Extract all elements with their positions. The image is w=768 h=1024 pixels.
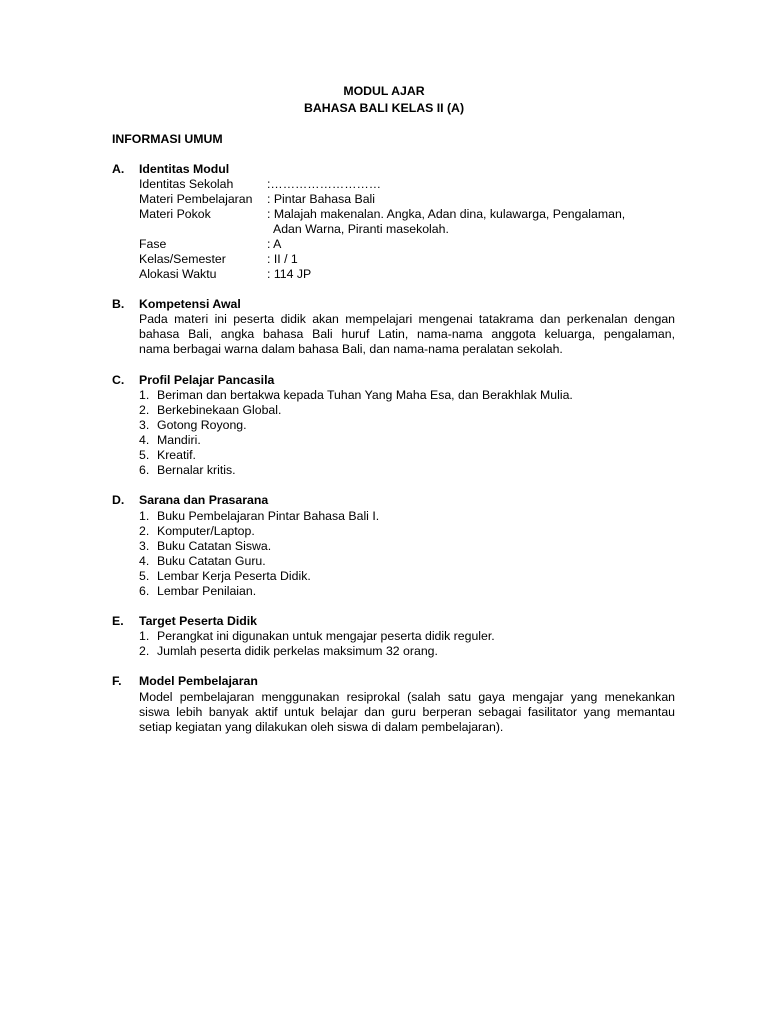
paragraph-line: setiap kegiatan yang dilakukan oleh siswa di dalam pembelajaran). <box>139 720 504 734</box>
list-item: 6. Lembar Penilaian. <box>139 584 257 598</box>
list-item: 5. Kreatif. <box>139 448 196 462</box>
identity-value: : Malajah makenalan. Angka, Adan dina, kulawarga, Pengalaman, <box>267 207 626 221</box>
list-item: 4. Mandiri. <box>139 433 201 447</box>
profil-list <box>139 388 573 478</box>
section-e-letter: E. <box>112 614 124 628</box>
identity-value: : Pintar Bahasa Bali <box>267 192 376 206</box>
section-d-letter: D. <box>112 493 125 507</box>
list-item: 3. Gotong Royong. <box>139 418 247 432</box>
target-list <box>139 629 495 659</box>
list-item: 6. Bernalar kritis. <box>139 463 236 477</box>
identity-key: Materi Pokok <box>139 207 211 221</box>
identity-value: Adan Warna, Piranti masekolah. <box>273 222 449 236</box>
list-item: 2. Komputer/Laptop. <box>139 524 255 538</box>
identity-key: Identitas Sekolah <box>139 177 234 191</box>
section-a-title: Identitas Modul <box>139 162 230 176</box>
paragraph-line: bahasa Bali, angka bahasa Bali huruf Latin, nama-nama anggota keluarga, pengalaman, <box>139 327 675 341</box>
list-item: 2. Berkebinekaan Global. <box>139 403 282 417</box>
document-title: MODUL AJAR <box>343 84 425 98</box>
paragraph-line: nama berbagai warna dalam bahasa Bali, dan nama-nama peralatan sekolah. <box>139 342 563 356</box>
list-item: 1. Beriman dan bertakwa kepada Tuhan Yang Maha Esa, dan Berakhlak Mulia. <box>139 388 573 402</box>
identity-value: : 114 JP <box>267 267 312 281</box>
identity-key: Fase <box>139 237 167 251</box>
identity-key: Alokasi Waktu <box>139 267 217 281</box>
document-subtitle: BAHASA BALI KELAS II (A) <box>303 101 465 115</box>
section-heading: INFORMASI UMUM <box>112 132 223 146</box>
section-b-title: Kompetensi Awal <box>139 297 241 311</box>
identity-value: :……………………… <box>267 177 382 191</box>
section-a-letter: A. <box>112 162 125 176</box>
section-f-title: Model Pembelajaran <box>139 674 258 688</box>
section-d-title: Sarana dan Prasarana <box>139 493 269 507</box>
list-item: 4. Buku Catatan Guru. <box>139 554 266 568</box>
section-b-letter: B. <box>112 297 125 311</box>
section-c-letter: C. <box>112 373 125 387</box>
identity-value: : II / 1 <box>267 252 298 266</box>
list-item: 1. Buku Pembelajaran Pintar Bahasa Bali I. <box>139 509 380 523</box>
section-c-title: Profil Pelajar Pancasila <box>139 373 275 387</box>
list-item: 5. Lembar Kerja Peserta Didik. <box>139 569 311 583</box>
kompetensi-paragraph <box>139 312 675 357</box>
list-item: 1. Perangkat ini digunakan untuk mengajar peserta didik reguler. <box>139 629 495 643</box>
list-item: 2. Jumlah peserta didik perkelas maksimum 32 orang. <box>139 644 438 658</box>
paragraph-line: siswa lebih banyak aktif untuk belajar dan guru berperan sebagai fasilitator yang memantau <box>139 705 675 719</box>
section-f-letter: F. <box>112 674 122 688</box>
model-paragraph <box>139 690 675 735</box>
identity-key: Kelas/Semester <box>139 252 226 266</box>
list-item: 3. Buku Catatan Siswa. <box>139 539 272 553</box>
paragraph-line: Pada materi ini peserta didik akan mempelajari mengenai tatakrama dan perkenalan dengan <box>139 312 675 326</box>
sarana-list <box>139 509 379 599</box>
identity-key: Materi Pembelajaran <box>139 192 253 206</box>
identity-value: : A <box>267 237 282 251</box>
paragraph-line: Model pembelajaran menggunakan resiprokal (salah satu gaya mengajar yang menekankan <box>139 690 675 704</box>
section-e-title: Target Peserta Didik <box>139 614 258 628</box>
